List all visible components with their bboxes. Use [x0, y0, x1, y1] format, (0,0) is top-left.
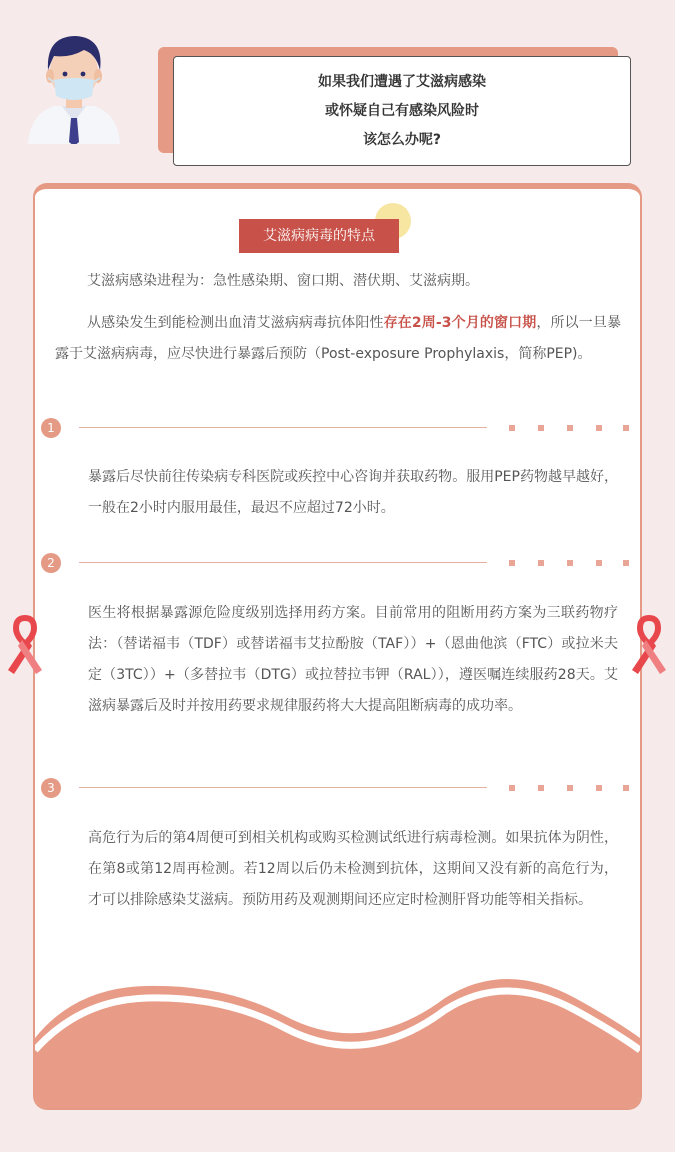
divider-dot: [538, 425, 544, 431]
step-text: 高危行为后的第4周便可到相关机构或购买检测试纸进行病毒检测。如果抗体为阴性，在第8或第12周再检测。若12周以后仍未检测到抗体，这期间又没有新的高危行为，才可以排除感染艾滋病。预防用药及观测期间还应定时检测肝肾功能等相关指标。: [88, 830, 618, 908]
divider-dot: [509, 560, 515, 566]
divider-dot: [623, 785, 629, 791]
section-title-wrap: [239, 219, 399, 253]
divider-dot: [538, 785, 544, 791]
step-number-badge: 2: [41, 553, 61, 573]
intro-paragraph: 艾滋病感染进程为：急性感染期、窗口期、潜伏期、艾滋病期。: [87, 273, 479, 289]
divider-dot: [596, 785, 602, 791]
question-box: [173, 56, 631, 166]
question-line: 该怎么办呢?: [362, 131, 442, 148]
divider-dot: [567, 560, 573, 566]
step-divider: [41, 553, 631, 573]
question-line: 或怀疑自己有感染风险时: [325, 102, 479, 119]
divider-line: [79, 787, 487, 788]
red-ribbon-icon: [4, 614, 46, 676]
window-text-tail: ，所以一旦暴露于艾滋病病毒，应尽快进行暴露后预防（Post-exposure Prophylaxis，简称PEP)。: [55, 315, 622, 362]
divider-line: [79, 427, 487, 428]
step-divider: [41, 418, 631, 438]
section-title: 艾滋病病毒的特点: [239, 219, 399, 253]
divider-dot: [509, 785, 515, 791]
divider-dot: [509, 425, 515, 431]
window-period-paragraph: [55, 308, 621, 370]
window-text: 从感染发生到能检测出血清艾滋病病毒抗体阳性: [87, 315, 384, 331]
bottom-wave-decoration: [35, 968, 640, 1108]
content-card: [33, 183, 642, 1110]
step-number-badge: 1: [41, 418, 61, 438]
red-ribbon-icon: [628, 614, 670, 676]
divider-dot: [538, 560, 544, 566]
divider-dot: [567, 785, 573, 791]
step-number-badge: 3: [41, 778, 61, 798]
step-divider: [41, 778, 631, 798]
doctor-avatar-icon: [24, 26, 124, 144]
divider-dot: [596, 425, 602, 431]
step-text: 医生将根据暴露源危险度级别选择用药方案。目前常用的阻断用药方案为三联药物疗法：（替诺福韦（TDF）或替诺福韦艾拉酚胺（TAF））+（恩曲他滨（FTC）或拉米夫定（3TC））+（多替拉韦（DTG）或拉替拉韦钾（RAL）），遵医嘱连续服药28天。艾滋病暴露后及时并按用药要求规律服药将大大提高阻断病毒的成功率。: [88, 605, 618, 714]
divider-dot: [567, 425, 573, 431]
window-highlight: 存在2周-3个月的窗口期: [383, 315, 537, 331]
divider-dot: [623, 425, 629, 431]
question-line: 如果我们遭遇了艾滋病感染: [318, 73, 486, 90]
divider-dot: [596, 560, 602, 566]
divider-line: [79, 562, 487, 563]
divider-dot: [623, 560, 629, 566]
step-text: 暴露后尽快前往传染病专科医院或疾控中心咨询并获取药物。服用PEP药物越早越好，一般在2小时内服用最佳，最迟不应超过72小时。: [88, 469, 618, 516]
